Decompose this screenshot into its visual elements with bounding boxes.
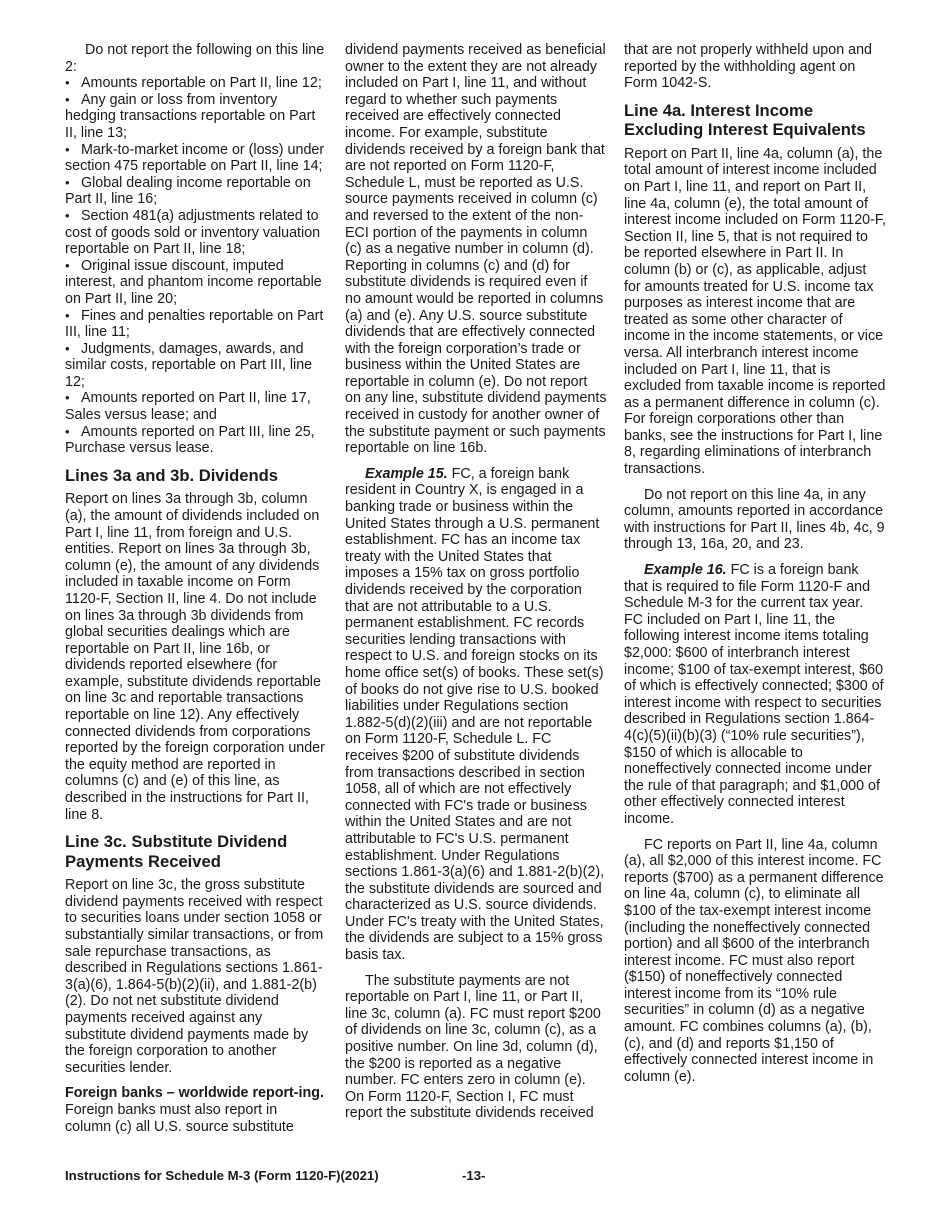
example-15-text: FC, a foreign bank resident in Country X, is engaged in a banking trade or business within the United States through a U.S. permanent establishment. FC has an income tax treaty with the United States that imposes a 15% tax on gross portfolio dividends received by the corporation that are not attributable to a U.S. permanent establishment. FC records securities lending transactions with respect to U.S. and foreign stocks on its home office set(s) of books. These set(s) of books do not give rise to U.S. booked liabilities under Regulations section 1.882-5(d)(2)(iii) and are not reportable on Form 1120-F, Schedule L. FC receives $200 of substitute dividends from transactions described in section 1058, all of which are not effectively connected with FC's trade or business within the United States and are not attributable to FC's U.S. permanent establishment. Under Regulations sections 1.861-3(a)(6) and 1.881-2(b)(2), the substitute dividends are sourced and characterized as U.S. source dividends. Under FC's treaty with the United States, the dividends are subject to a 15% gross basis tax.	[345, 465, 605, 964]
paragraph-substitute-dividend: Report on line 3c, the gross substitute dividend payments received with respect to securities loans under section 1058 or substantially similar transactions, or from sale repurchase transactions, as described in Regulations sections 1.861-3(a)(6), 1.864-5(b)(2)(ii), and 1.881-2(b)(2). Do not net substitute dividend payments received against any substitute dividend payments made by the foreign corporation to another securities lender.	[65, 877, 324, 1076]
list-item: • Amounts reported on Part III, line 25, Purchase versus lease.	[65, 424, 327, 457]
paragraph-interest-income: Report on Part II, line 4a, column (a), the total amount of interest income included on Part I, line 11, and report on Part II, line 4a, column (e), the total amount of interest income included on Form 1120-F, Section II, line 5, that is not required to be reported elsewhere in Part II. In column (b) or (c), as applicable, adjust for amounts treated for U.S. income tax purposes as interest income that are treated as some other character of income in the income statements, or vice versa. All interbranch interest income included on Part I, line 11, that is excluded from taxable income is reported as a permanent difference in column (c). For foreign corporations other than banks, see the instructions for Part I, line 8, regarding eliminations of interbranch transactions.	[624, 145, 886, 478]
list-item: • Fines and penalties reportable on Part III, line 11;	[65, 308, 327, 341]
paragraph-continued: that are not properly withheld upon and reported by the withholding agent on Form 1042-S.	[624, 42, 872, 92]
example-15-label: Example 15.	[365, 465, 448, 482]
heading-interest-income: Line 4a. Interest Income Excluding Interest Equivalents	[624, 100, 866, 140]
paragraph-substitute-payments: The substitute payments are not reportable on Part I, line 11, or Part II, line 3c, column (a). FC must report $200 of dividends on line 3c, column (c), as a positive number. On line 3d, column (d), the $200 is reported as a negative number. FC enters zero in column (e). On Form 1120-F, Section I, FC must report the substitute dividends received	[345, 972, 601, 1122]
exclusion-list	[65, 75, 327, 457]
list-item: • Judgments, damages, awards, and similar costs, reportable on Part III, line 12;	[65, 341, 327, 391]
example-16-label: Example 16.	[644, 562, 727, 579]
column-right	[624, 42, 886, 1085]
list-item: • Mark-to-market income or (loss) under section 475 reportable on Part II, line 14;	[65, 142, 327, 175]
paragraph-do-not-report: Do not report on this line 4a, in any column, amounts reported in accordance with instructions for Part II, lines 4b, 4c, 9 through 13, 16a, 20, and 23.	[624, 486, 885, 553]
list-item: • Section 481(a) adjustments related to cost of goods sold or inventory valuation reportable on Part II, line 18;	[65, 208, 327, 258]
list-item: • Global dealing income reportable on Part II, line 16;	[65, 175, 327, 208]
list-item: • Amounts reported on Part II, line 17, Sales versus lease; and	[65, 390, 327, 423]
page-footer	[65, 1168, 885, 1186]
list-item: • Original issue discount, imputed interest, and phantom income reportable on Part II, line 20;	[65, 258, 327, 308]
column-left	[65, 42, 327, 1135]
paragraph-dividends: Report on lines 3a through 3b, column (a), the amount of dividends included on Part I, line 11, from foreign and U.S. entities. Report on lines 3a through 3b, column (e), the amount of any dividends included in taxable income on Form 1120-F, Section II, line 4. Do not include on lines 3a through 3b dividends from global securities dealings which are reportable on Part II, line 16b, or dividends reported elsewhere (for example, substitute dividends reportable on line 3c and reportable transactions reportable on line 12). Any effectively connected dividends from corporations reported by the foreign corporation under the equity method are reported in columns (c) and (e) of this line, as described in the instructions for Part II, line 8.	[65, 491, 325, 823]
heading-substitute-dividend: Line 3c. Substitute Dividend Payments Received	[65, 832, 288, 871]
paragraph-continued: dividend payments received as beneficial owner to the extent they are not already included on Part I, line 11, and without regard to whether such payments received are effectively connected income. For example, substitute dividends received by a foreign bank that are not reported on Form 1120-F, Schedule L, must be reported as U.S. source payments received in column (c) and reversed to the extent of the non-ECI portion of the payments in column (c) as a negative number in column (d). Reporting in columns (c) and (d) for substitute dividends is required even if no amount would be reported in columns (a) and (e). Any U.S. source substitute dividends that are effectively connected with the foreign corporation’s trade or business within the United States are reportable in column (e). Do not report on any line, substitute dividend payments received in custody for another owner of the substitute payment or such payments reportable on line 16b.	[345, 42, 607, 457]
example-16	[624, 562, 886, 828]
paragraph-foreign-banks	[65, 1085, 327, 1135]
page-number: -13-	[462, 1168, 486, 1183]
column-middle	[345, 42, 607, 1122]
paragraph-foreign-banks-text: Foreign banks must also report in column (c) all U.S. source substitute	[65, 1101, 294, 1135]
paragraph-fc-reports: FC reports on Part II, line 4a, column (a), all $2,000 of this interest income. FC reports ($700) as a permanent difference on line 4a, column (c), to eliminate all $100 of the tax-exempt interest income (including the noneffectively connected portion) and all $600 of the interbranch interest income. FC must also report ($150) of noneffectively connected interest income from its “10% rule securities” in column (d) as a negative amount. FC combines columns (a), (b), (c), and (d) and reports $1,150 of effectively connected interest income in column (e).	[624, 836, 884, 1085]
runin-heading-foreign-banks: Foreign banks – worldwide report-ing.	[65, 1085, 324, 1102]
list-item: • Amounts reportable on Part II, line 12;	[65, 75, 327, 92]
footer-title: Instructions for Schedule M-3 (Form 1120-F)(2021)	[65, 1168, 379, 1183]
list-item: • Any gain or loss from inventory hedging transactions reportable on Part II, line 13;	[65, 92, 327, 142]
example-15	[345, 466, 607, 964]
intro-text: Do not report the following on this line 2:	[65, 42, 325, 75]
heading-dividends: Lines 3a and 3b. Dividends	[65, 465, 279, 485]
example-16-text: FC is a foreign bank that is required to file Form 1120-F and Schedule M-3 for the current tax year. FC included on Part I, line 11, the following interest income items totaling $2,000: $600 of interbranch interest income; $100 of tax-exempt interest, $60 of which is effectively connected; $300 of interest income with respect to securities described in Regulations section 1.864-4(c)(5)(ii)(b)(3) (“10% rule securities”), $150 of which is allocable to noneffectively connected income under the rule of that paragraph; and $1,000 of other effectively connected interest income.	[624, 562, 884, 827]
